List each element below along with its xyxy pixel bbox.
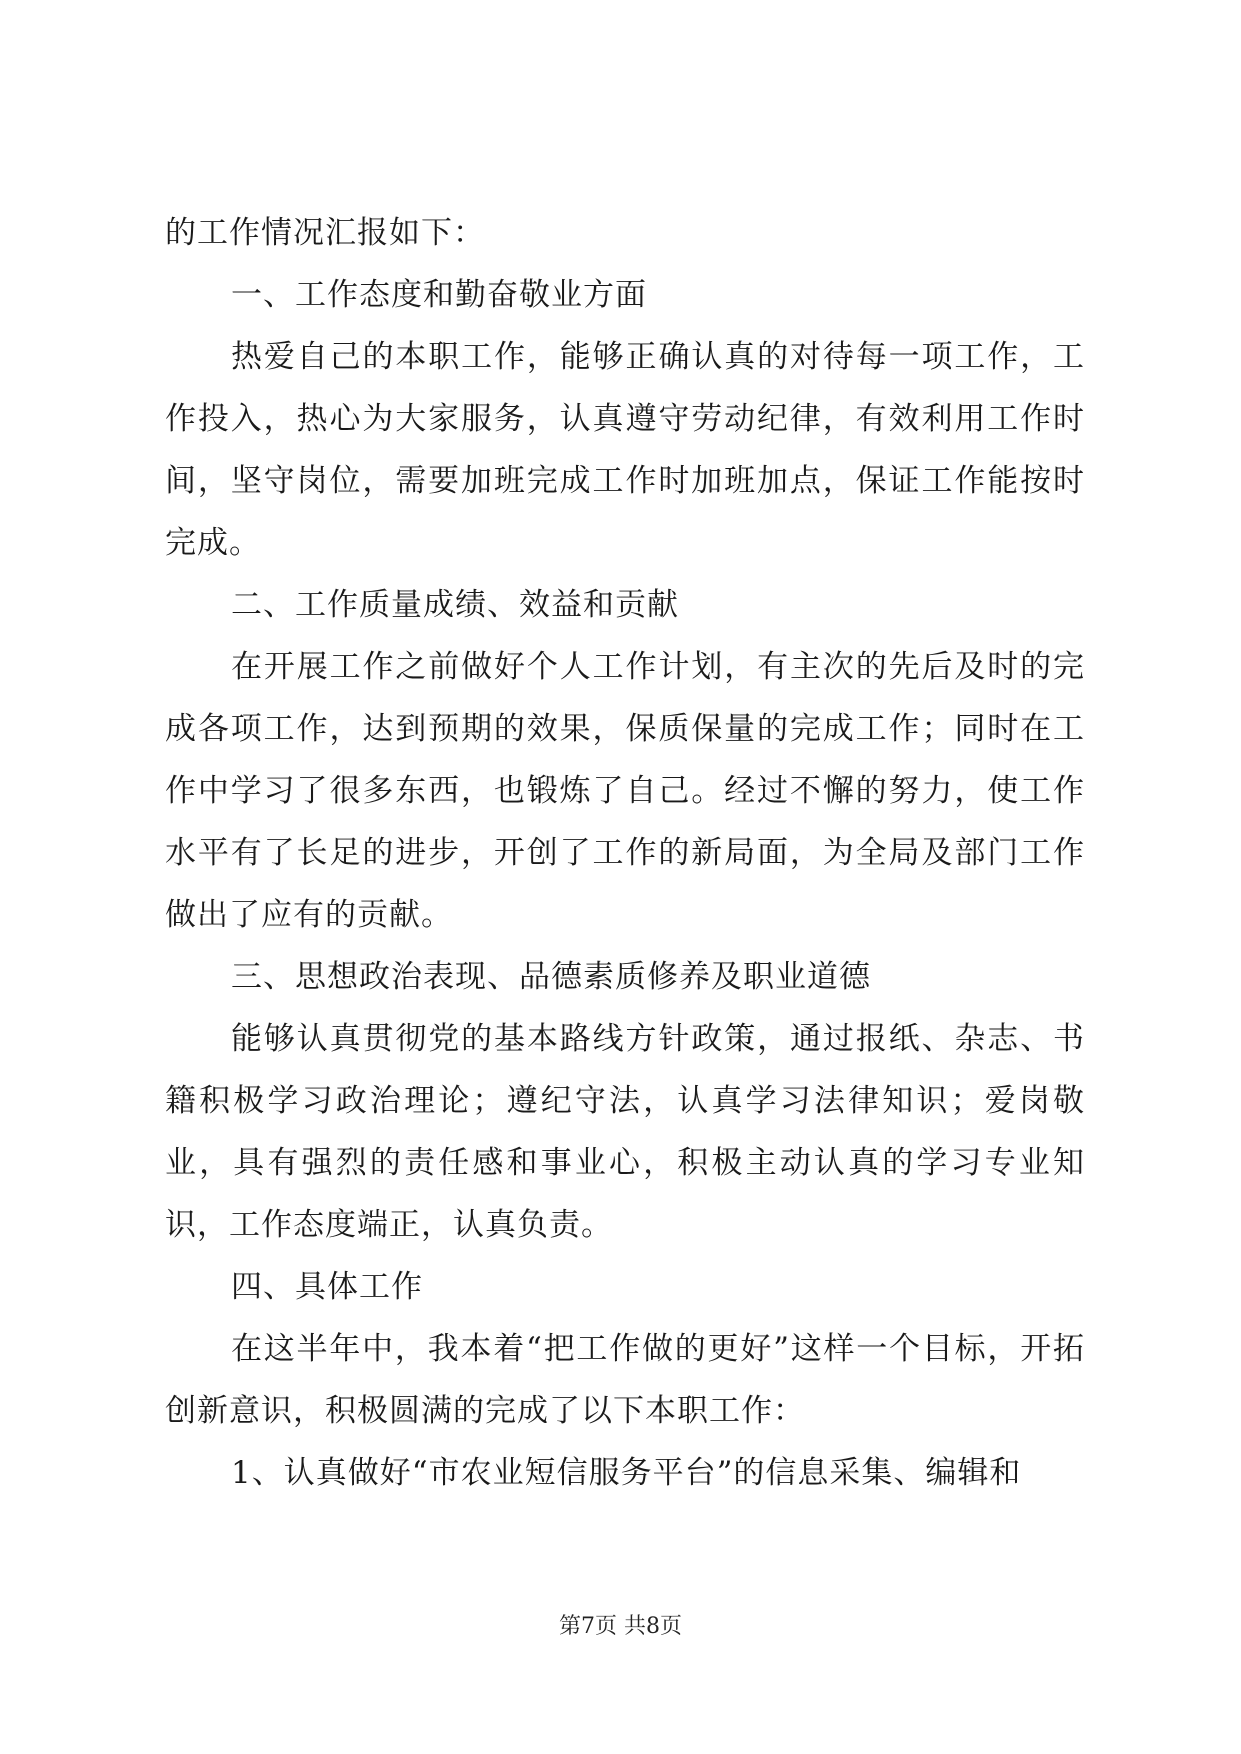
paragraph-intro-continuation: 的工作情况汇报如下： xyxy=(165,215,485,251)
heading-work-attitude: 一、工作态度和勤奋敬业方面 xyxy=(231,277,647,313)
heading-work-quality: 二、工作质量成绩、效益和贡献 xyxy=(231,587,679,623)
document-body xyxy=(165,202,1085,1504)
page-footer xyxy=(0,1612,1241,1642)
paragraph-political-conduct: 能够认真贯彻党的基本路线方针政策，通过报纸、杂志、书籍积极学习政治理论；遵纪守法，认真学习法律知识；爱岗敬业，具有强烈的责任感和事业心，积极主动认真的学习专业知识，工作态度端正，认真负责。 xyxy=(165,1021,1085,1243)
list-item-sms-platform: 1、认真做好“市农业短信服务平台”的信息采集、编辑和 xyxy=(231,1455,1022,1491)
paragraph-work-attitude: 热爱自己的本职工作，能够正确认真的对待每一项工作，工作投入，热心为大家服务，认真遵守劳动纪律，有效利用工作时间，坚守岗位，需要加班完成工作时加班加点，保证工作能按时完成。 xyxy=(165,339,1085,561)
page-number-label: 第7页 共8页 xyxy=(559,1614,682,1639)
paragraph-work-quality: 在开展工作之前做好个人工作计划，有主次的先后及时的完成各项工作，达到预期的效果，保质保量的完成工作；同时在工作中学习了很多东西，也锻炼了自己。经过不懈的努力，使工作水平有了长足的进步，开创了工作的新局面，为全局及部门工作做出了应有的贡献。 xyxy=(165,649,1085,933)
paragraph-specific-work: 在这半年中，我本着“把工作做的更好”这样一个目标，开拓创新意识，积极圆满的完成了以下本职工作： xyxy=(165,1331,1085,1429)
heading-specific-work: 四、具体工作 xyxy=(231,1269,423,1305)
heading-political-conduct: 三、思想政治表现、品德素质修养及职业道德 xyxy=(231,959,871,995)
